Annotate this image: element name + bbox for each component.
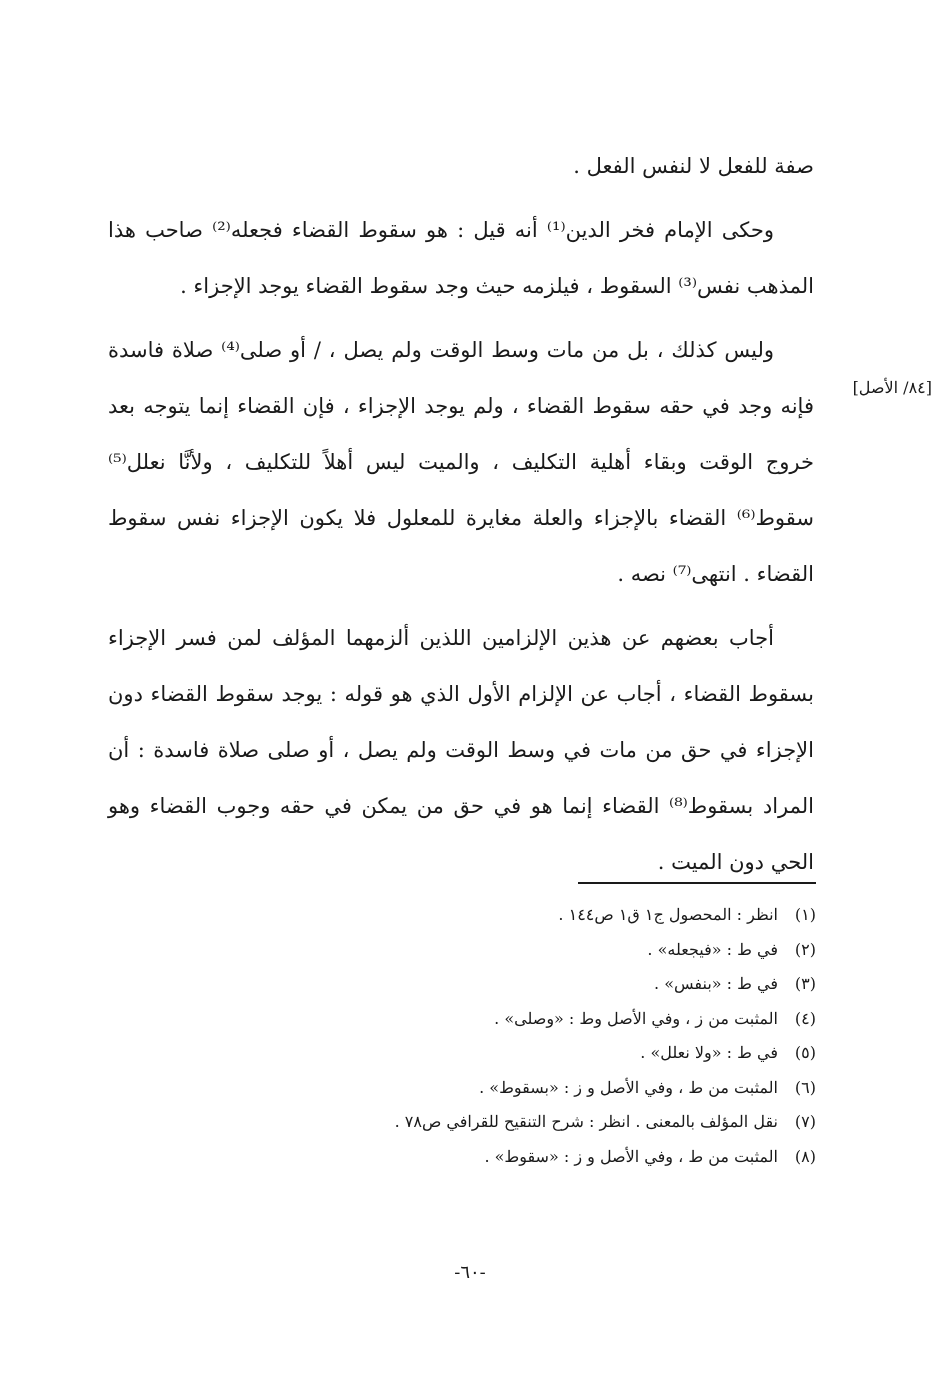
footnote-text: نقل المؤلف بالمعنى . انظر : شرح التنقيح للقرافي ص٧٨ . [394,1112,778,1131]
footnote-text: المثبت من ط ، وفي الأصل و ز : «سقوط» . [484,1146,778,1166]
footnote-5 [108,1036,816,1071]
footnote-text: في ط : «فيجعله» . [647,939,778,959]
margin-reference: [٨٤/ الأصل] [852,378,932,397]
footnote-number: (٣) [794,974,816,993]
footnote-text: المثبت من ط ، وفي الأصل و ز : «بسقوط» . [479,1077,778,1097]
footnote-7 [108,1105,816,1140]
footnote-8 [108,1140,816,1175]
footnote-4 [108,1002,816,1037]
footnote-number: (١) [794,905,816,924]
footnote-number: (٢) [794,939,816,959]
footnote-number: (٨) [794,1146,816,1166]
footnote-number: (٥) [794,1043,816,1062]
paragraph-3: وليس كذلك ، بل من مات وسط الوقت ولم يصل ، / أو صلى⁽⁴⁾ صلاة فاسدة فإنه وجد في حقه سقوط القضاء ، ولم يوجد الإجزاء ، فإن القضاء إنما يتوجه بعد خروج الوقت وبقاء أهلية التكليف ، والميت ليس أهلاً للتكليف ، ولأنَّا نعلل⁽⁵⁾ سقوط⁽⁶⁾ القضاء بالإجزاء والعلة مغايرة للمعلول فلا يكون الإجزاء نفس سقوط القضاء . انتهى⁽⁷⁾ نصه . [108,338,814,586]
footnote-number: (٦) [794,1077,816,1097]
footnote-text: انظر : المحصول ج١ ق١ ص١٤٤ . [558,905,778,924]
page-number: -٦٠- [454,1262,486,1283]
footnote-divider [578,882,816,884]
footnote-1 [108,898,816,933]
main-text [108,138,814,890]
paragraph-1: صفة للفعل لا لنفس الفعل . [573,154,814,178]
paragraph-2: وحكى الإمام فخر الدين⁽¹⁾ أنه قيل : هو سقوط القضاء فجعله⁽²⁾ صاحب هذا المذهب نفس⁽³⁾ السقوط ، فيلزمه حيث وجد سقوط القضاء يوجد الإجزاء . [108,218,814,298]
footnote-text: في ط : «بنفس» . [654,974,778,993]
footnote-2 [108,933,816,968]
paragraph-4: أجاب بعضهم عن هذين الإلزامين اللذين ألزمهما المؤلف لمن فسر الإجزاء بسقوط القضاء ، أجاب عن الإلزام الأول الذي هو قوله : يوجد سقوط القضاء دون الإجزاء في حق من مات في وسط الوقت ولم يصل ، أو صلى صلاة فاسدة : أن المراد بسقوط⁽⁸⁾ القضاء إنما هو في حق من يمكن في حقه وجوب القضاء وهو الحي دون الميت . [108,626,814,874]
footnote-text: في ط : «ولا نعلل» . [640,1043,778,1062]
footnotes [108,898,816,1174]
footnote-6 [108,1071,816,1106]
footnote-3 [108,967,816,1002]
footnote-number: (٧) [794,1112,816,1131]
footnote-number: (٤) [794,1008,816,1028]
footnote-text: المثبت من ز ، وفي الأصل وط : «وصلى» . [494,1008,778,1028]
